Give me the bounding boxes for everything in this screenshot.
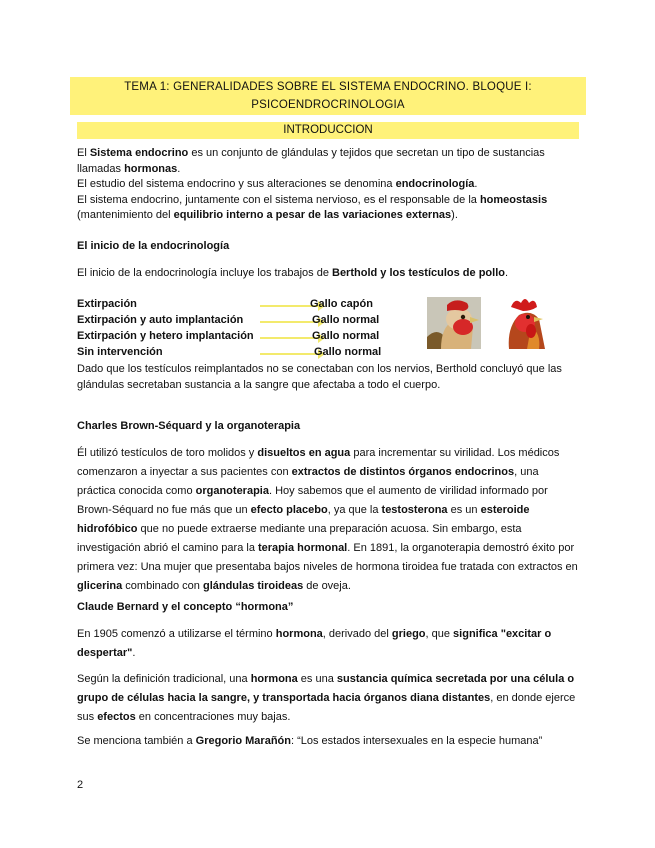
experiment-label: Extirpación	[77, 298, 137, 310]
hormone-text: en concentraciones muy bajas.	[135, 711, 291, 723]
organotherapy-bold: testosterona	[381, 504, 448, 516]
hormone-bold: hormona	[250, 673, 298, 685]
experiment-label: Extirpación y hetero implantación	[77, 330, 254, 342]
hormone-bold: hormona	[275, 628, 323, 640]
intro-bold: equilibrio interno a pesar de las variaciones externas	[173, 209, 452, 221]
intro-text: ).	[451, 209, 458, 221]
intro-text: El	[77, 147, 90, 159]
organotherapy-text: es un	[447, 504, 481, 516]
intro-paragraph	[77, 146, 579, 224]
experiment-row	[77, 314, 397, 329]
organotherapy-bold: glándulas tiroideas	[202, 580, 304, 592]
rooster-capon-image	[427, 297, 481, 349]
arrow-right-icon	[260, 353, 320, 355]
intro-heading: INTRODUCCION	[77, 122, 579, 139]
section-heading-endocrinology: El inicio de la endocrinología	[77, 240, 230, 252]
intro-text: .	[177, 162, 181, 175]
organotherapy-bold: organoterapia	[195, 485, 269, 497]
organotherapy-bold: terapia hormonal	[258, 542, 348, 554]
intro-bold: Sistema endocrino	[89, 147, 189, 159]
experiment-result: Gallo capón	[310, 298, 373, 310]
intro-text: El estudio del sistema endocrino y sus alteraciones se denomina	[77, 178, 396, 190]
hormone-text: , que	[425, 628, 454, 640]
berthold-text: El inicio de la endocrinología incluye los trabajos de	[77, 267, 332, 279]
hormone-bold: efectos	[97, 711, 136, 723]
hormone-term-paragraph	[77, 625, 579, 663]
title-line-1: TEMA 1: GENERALIDADES SOBRE EL SISTEMA ENDOCRINO. BLOQUE I:	[124, 81, 532, 93]
organotherapy-text: . En 1891, la organoterapia demostró éxito por primera vez: Una mujer que presentaba bajos niveles de hormona tiroidea fue tratada con extractos en	[77, 542, 578, 573]
title-line-2: PSICOENDROCRINOLOGIA	[251, 99, 405, 111]
section-heading-claude-bernard: Claude Bernard y el concepto “hormona”	[77, 601, 294, 613]
organotherapy-text: , una práctica conocida como	[77, 466, 539, 497]
berthold-text: .	[504, 267, 509, 279]
organotherapy-bold: disueltos en agua	[257, 447, 351, 459]
document-title	[70, 77, 586, 115]
section-heading-brown-sequard: Charles Brown-Séquard y la organoterapia	[77, 420, 301, 432]
experiment-result: Gallo normal	[312, 330, 380, 342]
experiment-label: Extirpación y auto implantación	[77, 314, 244, 326]
hormone-text: , derivado del	[322, 628, 392, 640]
intro-text: es un conjunto de glándulas y tejidos que secretan un tipo de sustancias llamadas	[77, 147, 545, 175]
intro-bold: hormonas	[124, 162, 178, 175]
hormone-text: .	[132, 647, 136, 659]
organotherapy-paragraph	[77, 444, 579, 596]
intro-text: .	[474, 178, 478, 190]
maranon-paragraph	[77, 734, 579, 750]
intro-text: (mantenimiento del	[77, 209, 174, 221]
experiment-result: Gallo normal	[312, 314, 380, 326]
experiment-row	[77, 330, 397, 345]
organotherapy-text: para incrementar su virilidad. Los médicos comenzaron a inyectar a sus pacientes con	[77, 447, 560, 478]
intro-bold: endocrinología	[395, 178, 475, 190]
hormone-text: Según la definición tradicional, una	[77, 673, 251, 685]
maranon-text: : “Los estados intersexuales en la especie humana”	[290, 735, 543, 747]
organotherapy-bold: esteroide hidrofóbico	[77, 504, 530, 535]
berthold-paragraph	[77, 266, 579, 282]
maranon-bold: Gregorio Marañón	[195, 735, 291, 747]
arrow-right-icon	[260, 321, 320, 323]
hormone-bold: significa "excitar o despertar"	[77, 628, 552, 659]
berthold-conclusion: Dado que los testículos reimplantados no se conectaban con los nervios, Berthold concluyó que las glándulas secretaban sustancia a la sangre que afectaba a todo el cuerpo.	[77, 363, 562, 391]
organotherapy-bold: glicerina	[77, 580, 123, 592]
organotherapy-text: de oveja.	[303, 580, 351, 592]
arrow-right-icon	[260, 337, 320, 339]
organotherapy-bold: efecto placebo	[250, 504, 328, 516]
experiment-label: Sin intervención	[77, 346, 163, 358]
intro-text: El sistema endocrino, juntamente con el sistema nervioso, es el responsable de la	[77, 193, 480, 206]
experiment-row	[77, 346, 397, 361]
berthold-bold: Berthold y los testículos de pollo	[332, 267, 505, 279]
organotherapy-text: , ya que la	[327, 504, 382, 516]
hormone-definition-paragraph	[77, 670, 579, 727]
organotherapy-text: combinado con	[122, 580, 203, 592]
page-number: 2	[77, 779, 84, 791]
hormone-text: En 1905 comenzó a utilizarse el término	[77, 628, 276, 640]
organotherapy-text: Él utilizó testículos de toro molidos y	[77, 447, 258, 459]
intro-bold: homeostasis	[479, 193, 548, 206]
rooster-normal-image	[501, 297, 553, 349]
hormone-bold: griego	[391, 628, 426, 640]
organotherapy-text: . Hoy sabemos que el aumento de virilidad informado por Brown-Séquard no fue más que un	[77, 485, 548, 516]
hormone-text: , en donde ejerce sus	[77, 692, 576, 723]
organotherapy-bold: extractos de distintos órganos endocrinos	[291, 466, 515, 478]
experiment-result: Gallo normal	[314, 346, 382, 358]
experiment-row	[77, 298, 397, 313]
hormone-text: es una	[297, 673, 337, 685]
organotherapy-text: que no puede extraerse mediante una preparación acuosa. Sin embargo, esta investigación abrió el camino para la	[77, 523, 522, 554]
hormone-bold: sustancia química secretada por una célula o grupo de células hacia la sangre, y transportada hacia órganos diana distantes	[77, 673, 575, 704]
maranon-text: Se menciona también a	[77, 735, 196, 747]
